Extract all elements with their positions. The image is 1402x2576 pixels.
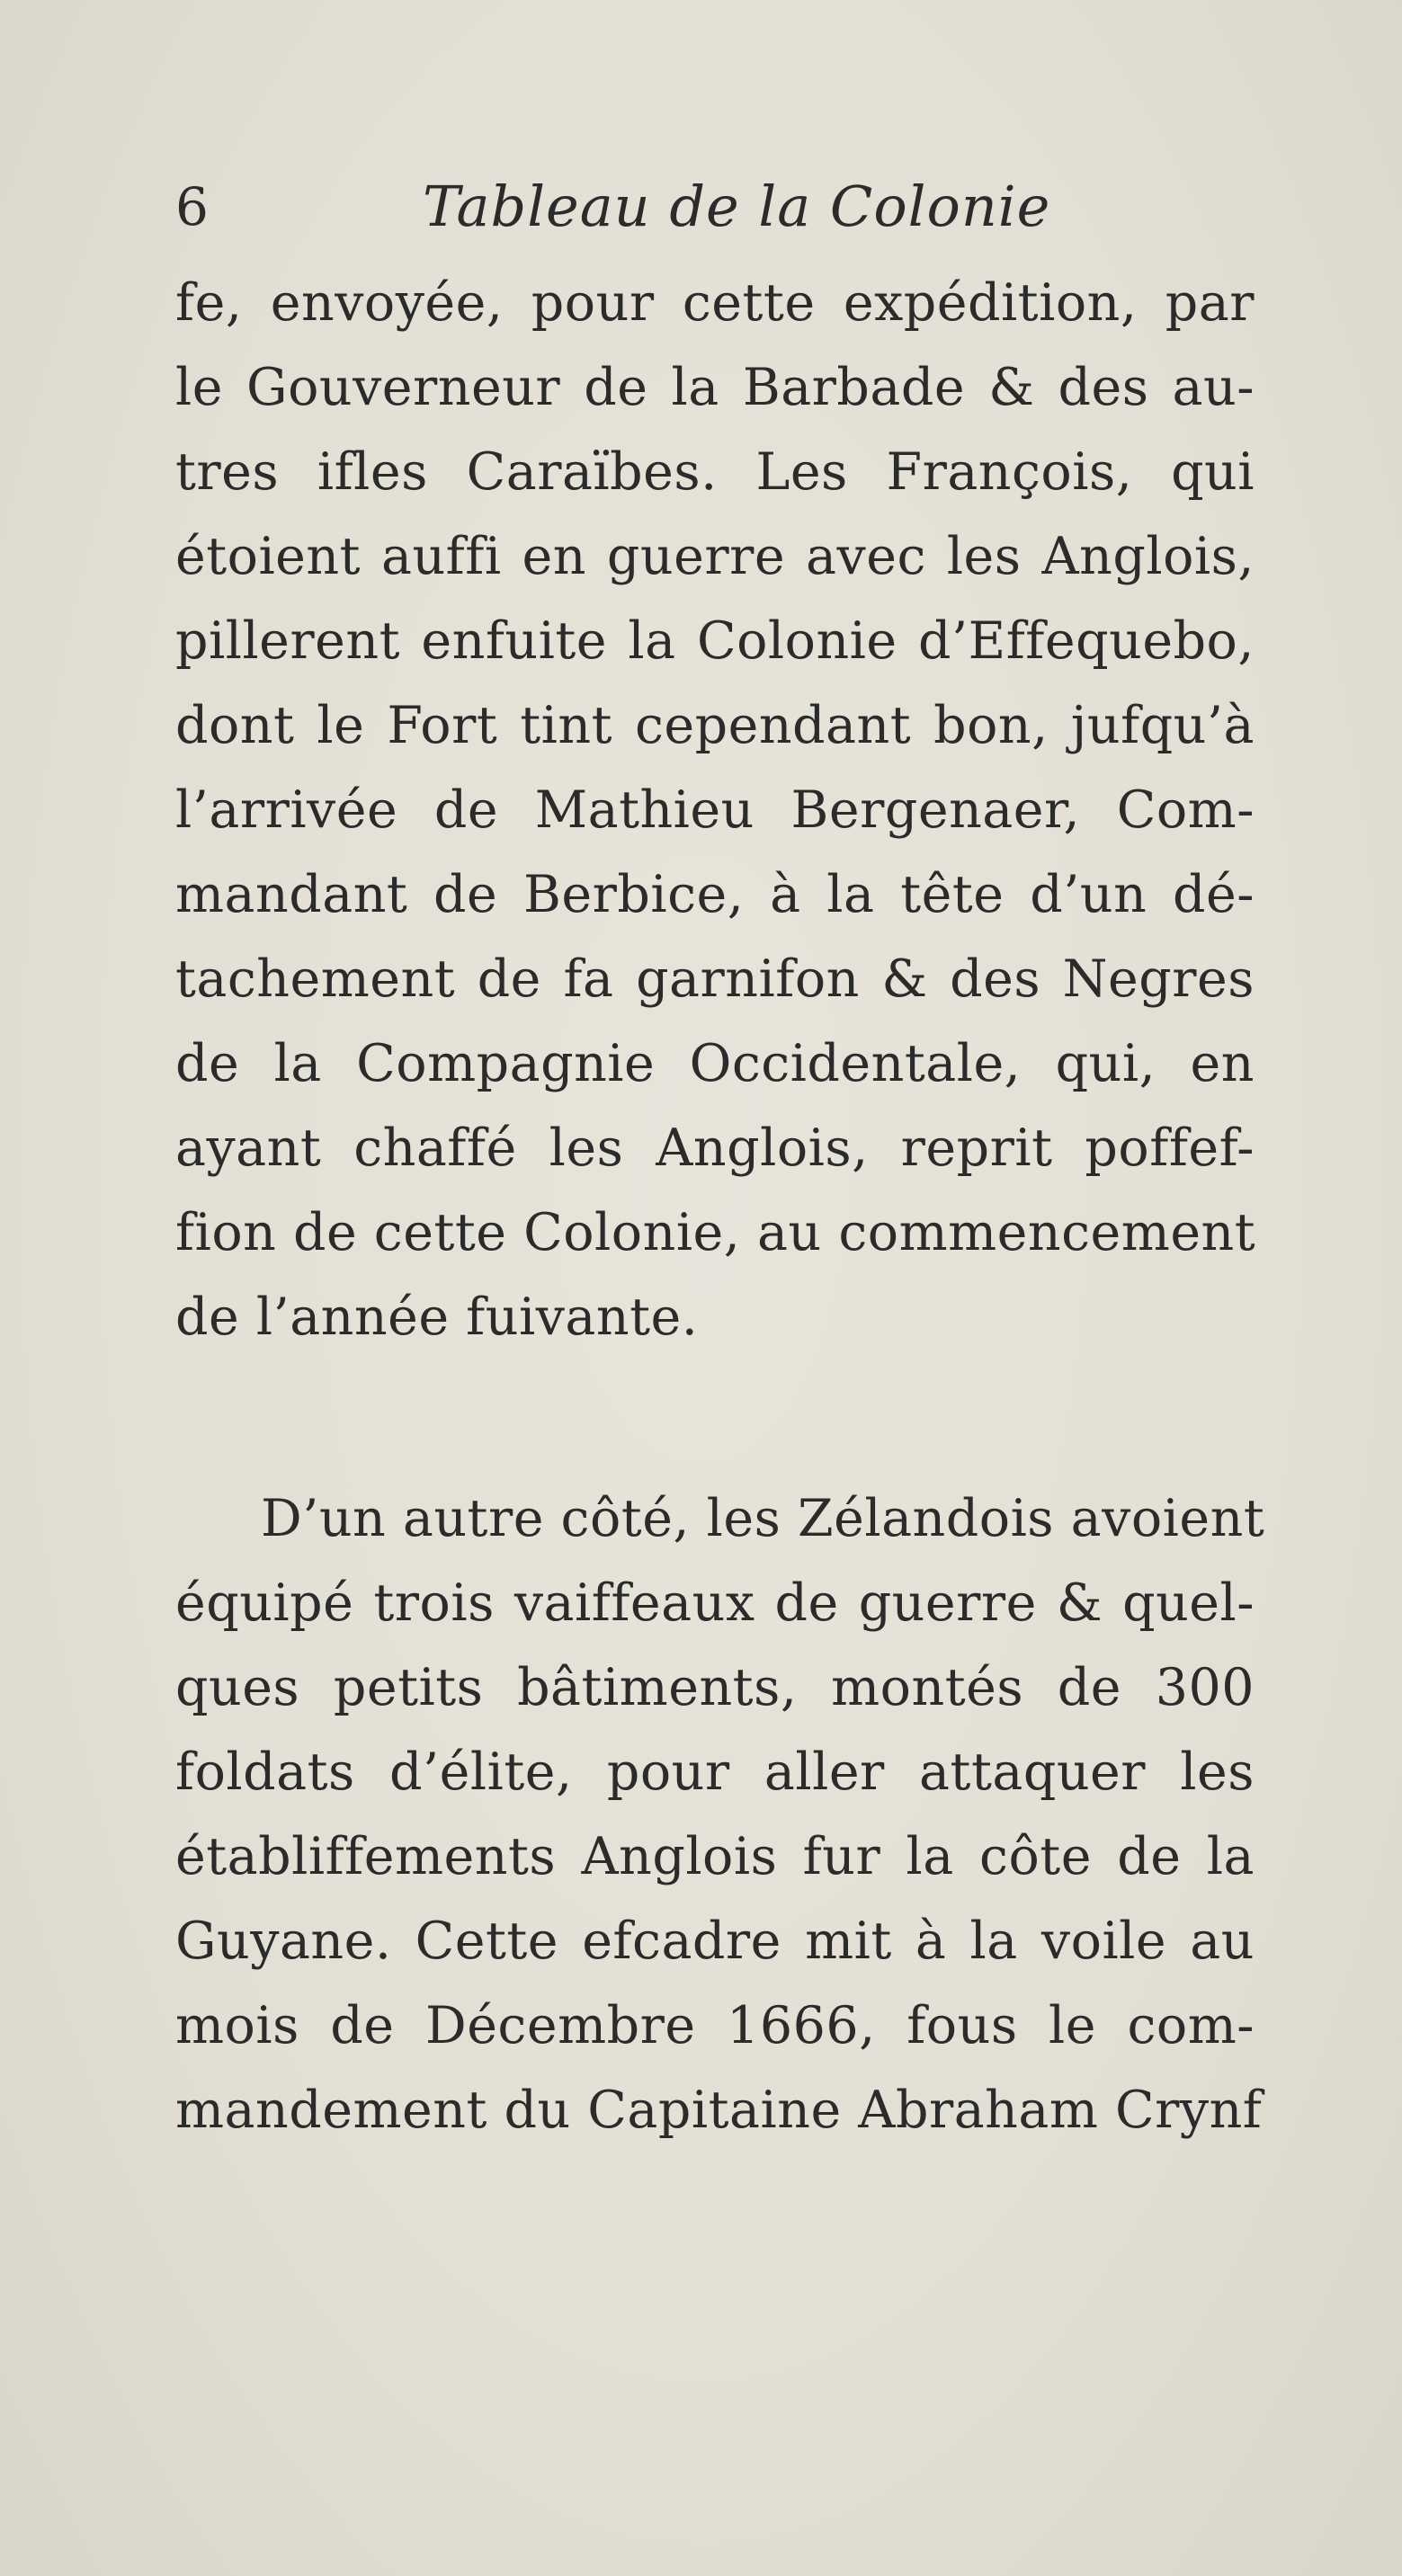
text-line: équipé trois vaiffeaux de guerre & quel-	[175, 1573, 1255, 1633]
text-line: pillerent enfuite la Colonie d’Effequebo,	[175, 611, 1255, 671]
text-line: ques petits bâtiments, montés de 300	[175, 1658, 1255, 1717]
page-number: 6	[175, 176, 209, 237]
text-line: mois de Décembre 1666, fous le com-	[175, 1996, 1255, 2055]
text-line: établiffements Anglois fur la côte de la	[175, 1827, 1255, 1886]
page-header	[175, 171, 1255, 252]
text-line: l’arrivée de Mathieu Bergenaer, Com-	[175, 780, 1255, 840]
body-text	[175, 261, 1265, 2153]
text-line: fion de cette Colonie, au commencement	[175, 1203, 1256, 1262]
text-line: tachement de fa garnifon & des Negres	[175, 949, 1255, 1009]
paragraph-gap	[175, 1359, 1255, 1476]
text-line: tres ifles Caraïbes. Les François, qui	[175, 442, 1255, 502]
text-line: étoient auffi en guerre avec les Anglois,	[175, 527, 1255, 586]
text-line: le Gouverneur de la Barbade & des au-	[175, 358, 1255, 417]
text-line: de la Compagnie Occidentale, qui, en	[175, 1034, 1255, 1093]
text-line: D’un autre côté, les Zélandois avoient	[261, 1489, 1265, 1548]
text-line: de l’année fuivante.	[175, 1288, 699, 1347]
text-line: mandement du Capitaine Abraham Crynf	[175, 2081, 1263, 2140]
text-line: Guyane. Cette efcadre mit à la voile au	[175, 1912, 1255, 1971]
text-line: fe, envoyée, pour cette expédition, par	[175, 273, 1255, 333]
paragraph-2	[175, 1476, 1265, 2153]
running-title: Tableau de la Colonie	[423, 174, 1051, 239]
text-line: dont le Fort tint cependant bon, jufqu’à	[175, 696, 1255, 755]
text-line: mandant de Berbice, à la tête d’un dé-	[175, 865, 1255, 924]
paragraph-1	[175, 261, 1255, 1359]
text-line: foldats d’élite, pour aller attaquer les	[175, 1743, 1255, 1802]
text-line: ayant chaffé les Anglois, reprit poffef-	[175, 1119, 1255, 1178]
